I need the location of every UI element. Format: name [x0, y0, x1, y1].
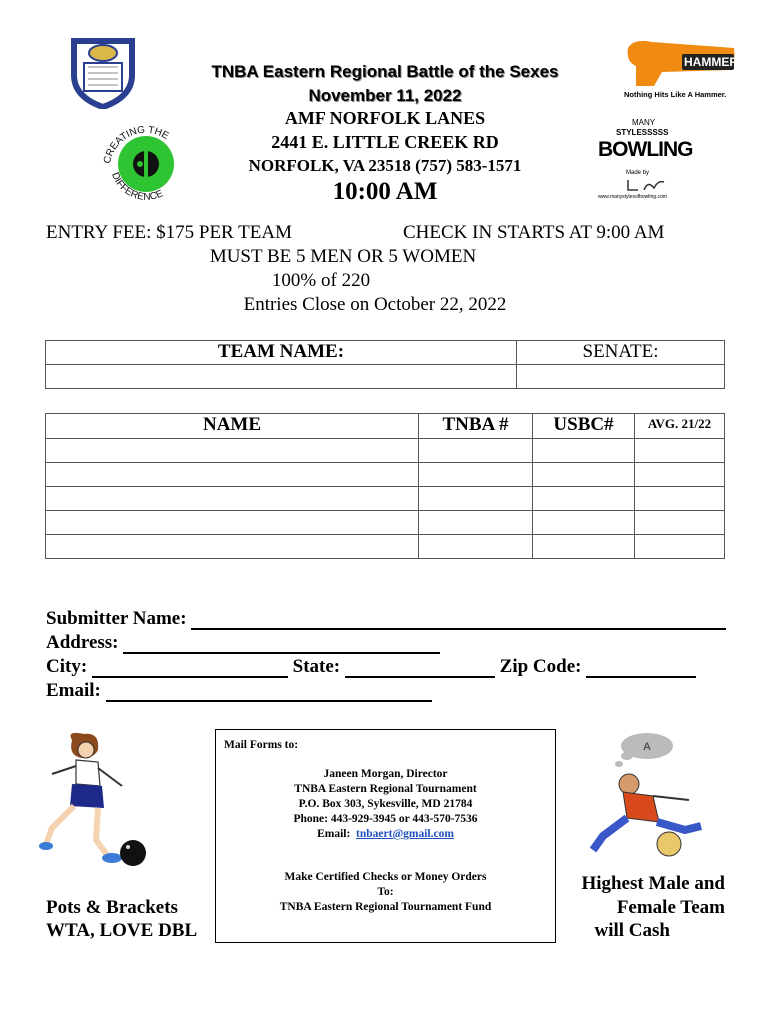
- table-row: [46, 535, 725, 559]
- logo-difference-text: DIFFERENCE: [109, 170, 165, 203]
- name-column-header: NAME: [46, 414, 419, 439]
- tnba-cell[interactable]: [419, 535, 533, 559]
- cash-line3: will Cash: [594, 920, 670, 941]
- hammer-brand-text: HAMMER: [684, 55, 738, 69]
- email-row: [46, 680, 432, 702]
- avg-cell[interactable]: [635, 511, 725, 535]
- table-row: [46, 439, 725, 463]
- state-field[interactable]: [345, 656, 495, 678]
- name-cell[interactable]: [46, 463, 419, 487]
- city-label: City:: [46, 656, 92, 677]
- address-row: [46, 632, 440, 654]
- pots-brackets-line1: Pots & Brackets: [46, 897, 178, 918]
- cash-line2: Female Team: [616, 897, 725, 918]
- event-title: TNBA Eastern Regional Battle of the Sexes: [211, 62, 559, 81]
- venue-name: AMF NORFOLK LANES: [284, 108, 486, 128]
- avg-cell[interactable]: [635, 487, 725, 511]
- mail-forms-box: [215, 729, 556, 943]
- hammer-tagline: Nothing Hits Like A Hammer.: [624, 90, 727, 99]
- usbc-cell[interactable]: [533, 535, 635, 559]
- roster-table: [45, 413, 725, 559]
- name-cell[interactable]: [46, 535, 419, 559]
- submitter-name-field[interactable]: [191, 608, 726, 630]
- logo-many-text: MANY: [632, 118, 656, 127]
- tnba-cell[interactable]: [419, 439, 533, 463]
- table-row: [46, 487, 725, 511]
- checks-line1: Make Certified Checks or Money Orders: [284, 871, 487, 883]
- mail-email-line: [216, 827, 555, 842]
- usbc-column-header: USBC#: [533, 414, 635, 439]
- mail-contact-name: Janeen Morgan, Director: [323, 768, 448, 780]
- cartoon-balloon-text: A: [643, 741, 651, 753]
- city-state-zip-row: [46, 656, 696, 678]
- venue-street: 2441 E. LITTLE CREEK RD: [271, 132, 499, 152]
- entries-close: Entries Close on October 22, 2022: [243, 294, 507, 315]
- avg-cell[interactable]: [635, 535, 725, 559]
- mail-phone: Phone: 443-929-3945 or 443-570-7536: [293, 813, 478, 825]
- zip-label: Zip Code:: [494, 656, 587, 677]
- pots-brackets-line2: WTA, LOVE DBL: [46, 920, 198, 941]
- bowling-ball: [118, 838, 148, 868]
- zip-field[interactable]: [586, 656, 696, 678]
- team-info-table: [45, 340, 725, 389]
- avg-cell[interactable]: [635, 463, 725, 487]
- usbc-cell[interactable]: [533, 487, 635, 511]
- state-label: State:: [287, 656, 345, 677]
- logo-url-text: www.manystylesofbowling.com: [598, 194, 667, 200]
- avg-column-header: AVG. 21/22: [635, 414, 725, 439]
- tnba-cell[interactable]: [419, 487, 533, 511]
- table-row: [46, 511, 725, 535]
- logo-bowling-text: BOWLING: [598, 138, 693, 161]
- tnba-cell[interactable]: [419, 511, 533, 535]
- usbc-cell[interactable]: [533, 463, 635, 487]
- team-name-header: TEAM NAME:: [46, 341, 517, 365]
- team-requirement: MUST BE 5 MEN OR 5 WOMEN: [209, 246, 477, 267]
- check-in-time: CHECK IN STARTS AT 9:00 AM: [403, 222, 665, 243]
- table-row: [46, 463, 725, 487]
- city-field[interactable]: [92, 656, 288, 678]
- name-cell[interactable]: [46, 511, 419, 535]
- usbc-cell[interactable]: [533, 439, 635, 463]
- male-bowler-cartoon: [583, 726, 717, 862]
- mail-address: P.O. Box 303, Sykesville, MD 21784: [298, 798, 473, 810]
- name-cell[interactable]: [46, 487, 419, 511]
- handicap-rule: 100% of 220: [271, 270, 371, 291]
- tnba-cell[interactable]: [419, 463, 533, 487]
- email-label: Email:: [46, 680, 106, 701]
- venue-city-phone: NORFOLK, VA 23518 (757) 583-1571: [248, 156, 522, 175]
- usbc-cell[interactable]: [533, 511, 635, 535]
- entry-fee: ENTRY FEE: $175 PER TEAM: [46, 222, 292, 243]
- submitter-name-row: [46, 608, 726, 630]
- checks-line2: To:: [377, 886, 394, 898]
- event-time: 10:00 AM: [332, 178, 438, 205]
- logo-styles-text: STYLESSSSS: [616, 128, 669, 137]
- logo-creating-text: CREATING THE: [102, 124, 171, 165]
- senate-header: SENATE:: [517, 341, 725, 365]
- mail-forms-heading: Mail Forms to:: [224, 739, 299, 751]
- mail-email-link[interactable]: tnbaert@gmail.com: [356, 828, 454, 840]
- address-field[interactable]: [123, 632, 440, 654]
- mail-org: TNBA Eastern Regional Tournament: [294, 783, 477, 795]
- name-cell[interactable]: [46, 439, 419, 463]
- cash-line1: Highest Male and: [581, 873, 725, 894]
- checks-line3: TNBA Eastern Regional Tournament Fund: [279, 901, 492, 913]
- tnba-column-header: TNBA #: [419, 414, 533, 439]
- senate-cell[interactable]: [517, 365, 725, 389]
- mail-email-label: Email:: [317, 828, 354, 840]
- logo-madeby-text: Made by: [626, 170, 650, 176]
- event-date: November 11, 2022: [308, 86, 462, 105]
- email-field[interactable]: [106, 680, 432, 702]
- avg-cell[interactable]: [635, 439, 725, 463]
- address-label: Address:: [46, 632, 124, 653]
- submitter-name-label: Submitter Name:: [46, 608, 192, 629]
- team-name-cell[interactable]: [46, 365, 517, 389]
